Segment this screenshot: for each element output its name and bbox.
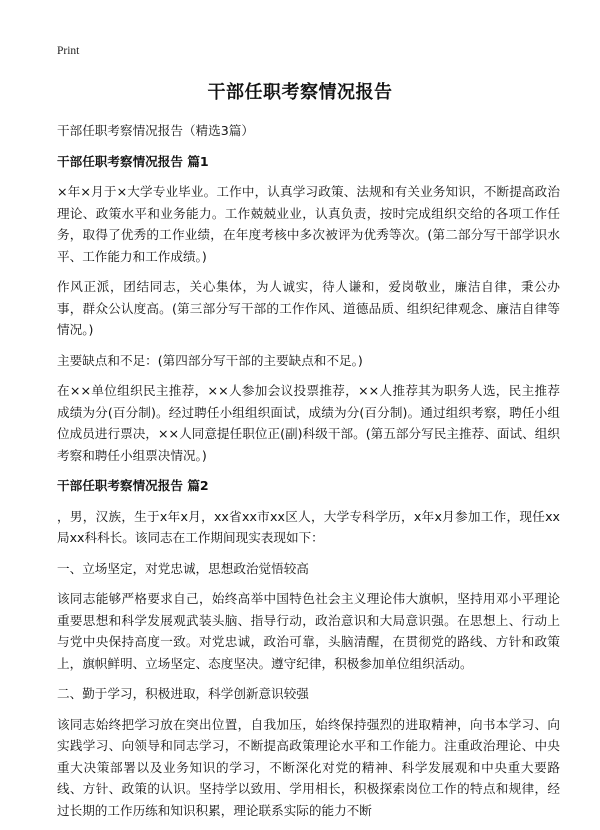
paragraph: ×年×月于×大学专业毕业。工作中，认真学习政策、法规和有关业务知识，不断提高政治理论、政策水平和业务能力。工作兢兢业业，认真负责，按时完成组织交给的各项工作任务，取得了优秀的工作业绩，在年度考核中多次被评为优秀等次。(第二部分写干部学识水平、工作能力和工作成绩。) xyxy=(57,184,560,264)
paragraph: 在××单位组织民主推荐，××人参加会议投票推荐，××人推荐其为职务人选，民主推荐成绩为分(百分制)。经过聘任小组组织面试，成绩为分(百分制)。通过组织考察，聘任小组位成员进行票决，××人同意提任职位正(副)科级干部。(第五部分写民主推荐、面试、组织考察和聘任小组票决情况。) xyxy=(57,383,560,463)
paragraph: ，男，汉族，生于x年x月，xx省xx市xx区人，大学专科学历，x年x月参加工作，现任xx局xx科科长。该同志在工作期间现实表现如下： xyxy=(57,508,560,545)
paragraph: 二、勤于学习，积极进取，科学创新意识较强 xyxy=(57,686,309,701)
paragraph: 该同志能够严格要求自己，始终高举中国特色社会主义理论伟大旗帜，坚持用邓小平理论重要思想和科学发展观武装头脑、指导行动，政治意识和大局意识强。在思想上、行动上与党中央保持高度一致。对党忠诚，政治可靠，头脑清醒，在贯彻党的路线、方针和政策上，旗帜鲜明、立场坚定、态度坚决。遵守纪律，积极参加单位组织活动。 xyxy=(57,591,560,671)
paragraph: 作风正派，团结同志，关心集体，为人诚实，待人谦和，爱岗敬业，廉洁自律，秉公办事，群众公认度高。(第三部分写干部的工作作风、道德品质、组织纪律观念、廉洁自律等情况。) xyxy=(57,279,560,337)
section-heading: 干部任职考察情况报告 篇2 xyxy=(57,478,209,493)
paragraph: 一、立场坚定，对党忠诚，思想政治觉悟较高 xyxy=(57,560,309,576)
section-heading: 干部任职考察情况报告 篇1 xyxy=(57,153,209,169)
print-label[interactable]: Print xyxy=(57,45,80,57)
document-subtitle: 干部任职考察情况报告（精选3篇） xyxy=(57,123,254,138)
document-body xyxy=(57,120,560,830)
paragraph: 该同志始终把学习放在突出位置，自我加压，始终保持强烈的进取精神，向书本学习、向实践学习、向领导和同志学习，不断提高政策理论水平和工作能力。注重政治理论、中央重大决策部署以及业务知识的学习，不断深化对党的精神、科学发展观和中央重大要路线、方针、政策的认识。坚持学以致用、学用相长，积极探索岗位工作的特点和规律，经过长期的工作历练和知识积累，理论联系实际的能力不断 xyxy=(57,716,560,818)
paragraph: 主要缺点和不足：(第四部分写干部的主要缺点和不足。) xyxy=(57,352,363,368)
page-title: 干部任职考察情况报告 xyxy=(207,82,393,103)
